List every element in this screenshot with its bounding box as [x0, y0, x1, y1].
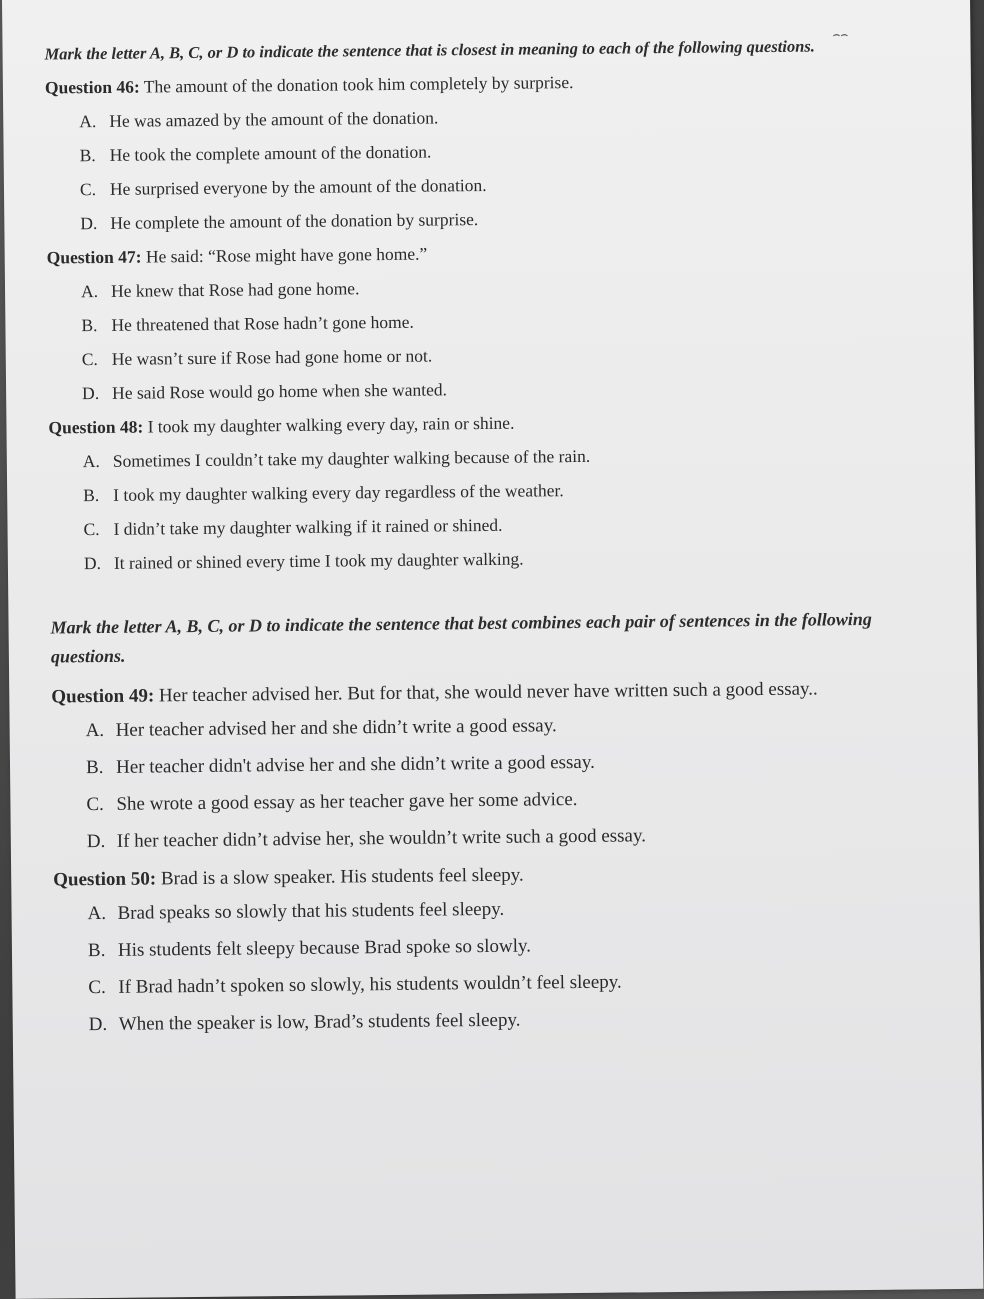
option-d	[84, 542, 920, 575]
option-c	[80, 168, 916, 201]
option-d	[87, 821, 923, 854]
pen-mark-icon: ⌢⌢	[832, 27, 849, 42]
question-label: Question 46:	[44, 76, 140, 98]
option-text: Her teacher didn't advise her and she didn’t write a good essay.	[115, 751, 595, 778]
section1-instruction: Mark the letter A, B, C, or D to indicate the sentence that is closest in meaning to each of the following questions.	[44, 36, 815, 64]
option-a	[86, 710, 922, 743]
question-label: Question 50:	[53, 868, 157, 891]
option-b	[88, 930, 924, 963]
option-text: He took the complete amount of the donation.	[109, 141, 432, 165]
option-letter: B.	[87, 939, 106, 962]
option-text: It rained or shined every time I took my daughter walking.	[113, 548, 524, 573]
option-letter: D.	[88, 1013, 108, 1036]
option-text: He knew that Rose had gone home.	[110, 278, 360, 301]
question-stem	[45, 66, 915, 99]
option-letter: C.	[88, 976, 106, 999]
option-text: I took my daughter walking every day regardless of the weather.	[113, 480, 564, 505]
option-letter: B.	[79, 145, 96, 166]
option-letter: A.	[79, 111, 97, 132]
option-letter: D.	[80, 213, 98, 234]
option-letter: A.	[85, 719, 105, 742]
option-letter: B.	[83, 485, 100, 506]
option-text: She wrote a good essay as her teacher gave her some advice.	[116, 789, 578, 815]
exam-paper	[2, 0, 984, 1299]
option-a	[83, 440, 919, 473]
option-c	[86, 784, 922, 817]
option-a	[81, 270, 917, 303]
option-text: Sometimes I couldn’t take my daughter walking because of the rain.	[112, 445, 591, 471]
option-letter: C.	[81, 349, 98, 370]
option-letter: A.	[82, 451, 100, 472]
question-stem	[48, 406, 918, 439]
option-b	[81, 304, 917, 337]
option-text: Brad speaks so slowly that his students feel sleepy.	[117, 898, 505, 924]
question-prompt: Brad is a slow speaker. His students feel sleepy.	[160, 864, 524, 890]
option-text: He was amazed by the amount of the donation.	[109, 107, 439, 131]
option-a	[79, 100, 915, 133]
option-text: He said Rose would go home when she wanted.	[112, 379, 448, 403]
option-text: If her teacher didn’t advise her, she wouldn’t write such a good essay.	[116, 825, 647, 852]
question-label: Question 47:	[46, 246, 142, 268]
option-text: He threatened that Rose hadn’t gone home.	[111, 311, 414, 335]
option-d	[82, 372, 918, 405]
section2-instruction: Mark the letter A, B, C, or D to indicate the sentence that best combines each pair of sentences in the following questions.	[50, 608, 872, 667]
option-text: If Brad hadn’t spoken so slowly, his students wouldn’t feel sleepy.	[118, 971, 622, 998]
option-text: He surprised everyone by the amount of the donation.	[109, 174, 487, 199]
option-b	[80, 134, 916, 167]
question-46	[45, 66, 917, 235]
option-a	[87, 893, 923, 926]
option-d	[80, 202, 916, 235]
question-50	[53, 859, 925, 1037]
question-prompt: The amount of the donation took him completely by surprise.	[143, 72, 574, 97]
question-label: Question 48:	[48, 416, 144, 438]
question-prompt: I took my daughter walking every day, rain or shine.	[147, 412, 515, 437]
option-d	[89, 1004, 925, 1037]
option-text: He wasn’t sure if Rose had gone home or not.	[111, 345, 433, 369]
option-c	[83, 508, 919, 541]
option-b	[86, 747, 922, 780]
option-c	[88, 967, 924, 1000]
option-text: His students felt sleepy because Brad spoke so slowly.	[117, 935, 532, 961]
option-letter: C.	[86, 793, 104, 816]
option-letter: A.	[87, 902, 107, 925]
question-prompt: He said: “Rose might have gone home.”	[145, 243, 428, 267]
question-48	[48, 406, 920, 575]
option-letter: A.	[80, 281, 99, 302]
question-stem	[51, 676, 921, 709]
paper-content	[44, 32, 925, 1050]
option-text: He complete the amount of the donation by surprise.	[110, 209, 479, 233]
option-letter: D.	[86, 830, 106, 853]
option-text: Her teacher advised her and she didn’t write a good essay.	[115, 715, 557, 741]
question-stem	[47, 236, 917, 269]
question-label: Question 49:	[51, 685, 155, 708]
option-c	[82, 338, 918, 371]
question-prompt: Her teacher advised her. But for that, she would never have written such a good essay..	[158, 678, 818, 707]
option-letter: B.	[81, 315, 98, 336]
option-text: When the speaker is low, Brad’s students feel sleepy.	[118, 1009, 521, 1035]
option-letter: B.	[85, 756, 104, 779]
option-letter: C.	[83, 519, 100, 540]
question-stem	[53, 859, 923, 892]
option-text: I didn’t take my daughter walking if it rained or shined.	[113, 514, 503, 539]
question-47	[47, 236, 919, 405]
option-b	[83, 474, 919, 507]
option-letter: D.	[82, 383, 100, 404]
question-49	[51, 676, 923, 854]
option-letter: D.	[83, 552, 102, 574]
option-letter: C.	[79, 179, 97, 200]
